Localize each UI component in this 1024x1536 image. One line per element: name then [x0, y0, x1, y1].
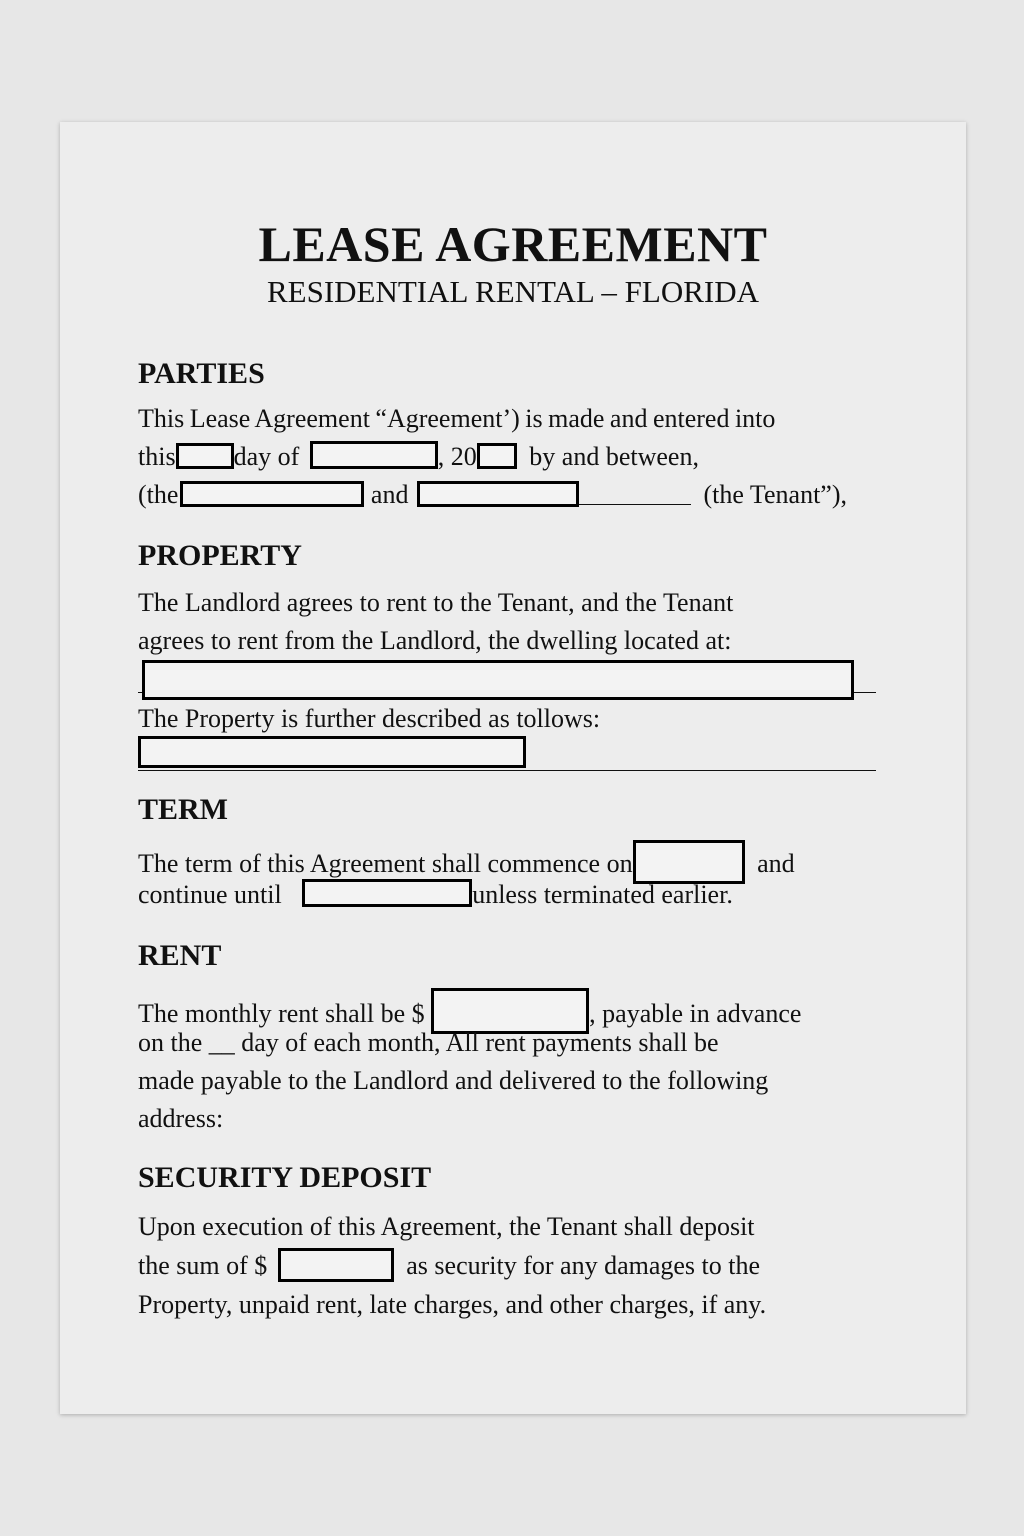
- parties-heading: PARTIES: [138, 357, 265, 390]
- term-text-continue-until: continue until: [138, 880, 282, 909]
- day-field[interactable]: [176, 443, 234, 469]
- parties-line-3: [138, 478, 847, 512]
- landlord-name-field[interactable]: [180, 481, 364, 507]
- end-date-field[interactable]: [302, 879, 472, 907]
- rent-line-2: on the __ day of each month, All rent payments shall be: [138, 1028, 719, 1057]
- security-deposit-heading: SECURITY DEPOSIT: [138, 1161, 432, 1194]
- term-text-unless: unless terminated earlier.: [472, 880, 733, 909]
- property-heading: PROPERTY: [138, 539, 302, 572]
- term-heading: TERM: [138, 793, 228, 826]
- term-line-2: [138, 878, 733, 912]
- term-text-and: and: [757, 849, 795, 878]
- parties-text-the-tenant: (the Tenant”),: [703, 480, 847, 509]
- lease-document-page: [60, 122, 966, 1414]
- parties-text-the: (the: [138, 480, 179, 509]
- parties-text-by-and-between: by and between,: [529, 442, 699, 471]
- document-subtitle: RESIDENTIAL RENTAL – FLORIDA: [266, 274, 760, 309]
- term-text-commence: The term of this Agreement shall commence on: [138, 849, 633, 878]
- parties-text-and: and: [370, 480, 409, 509]
- rent-heading: RENT: [138, 939, 222, 972]
- rent-line-3: made payable to the Landlord and delivered to the following: [138, 1066, 769, 1095]
- year-field[interactable]: [477, 443, 517, 469]
- parties-line-2: [138, 440, 699, 474]
- parties-text-day-of: day of: [233, 442, 300, 471]
- description-underline: [138, 770, 876, 771]
- security-line-2: [138, 1248, 760, 1283]
- property-line-2: agrees to rent from the Landlord, the dwelling located at:: [138, 626, 732, 655]
- security-line-3: Property, unpaid rent, late charges, and other charges, if any.: [138, 1290, 767, 1319]
- rent-line-4: address:: [138, 1104, 224, 1133]
- security-text-as-security: as security for any damages to the: [406, 1251, 761, 1280]
- tenant-name-field[interactable]: [417, 481, 579, 507]
- parties-text-20: , 20: [437, 442, 477, 471]
- security-text-sum: the sum of $: [138, 1251, 268, 1280]
- security-deposit-field[interactable]: [278, 1248, 394, 1282]
- rent-text-monthly: The monthly rent shall be $: [138, 999, 425, 1028]
- property-address-field[interactable]: [142, 660, 854, 700]
- security-line-1: Upon execution of this Agreement, the Tenant shall deposit: [138, 1212, 755, 1241]
- property-description-field[interactable]: [138, 736, 526, 768]
- month-field[interactable]: [310, 441, 438, 469]
- property-line-3: The Property is further described as tollows:: [138, 704, 601, 733]
- document-title: LEASE AGREEMENT: [258, 216, 768, 272]
- property-line-1: The Landlord agrees to rent to the Tenant, and the Tenant: [138, 588, 734, 617]
- parties-text-this: this: [138, 442, 176, 471]
- rent-text-payable: , payable in advance: [589, 999, 802, 1028]
- tenant-name-underline: [579, 504, 691, 505]
- parties-line-1: This Lease Agreement “Agreement’) is made and entered into: [138, 404, 776, 433]
